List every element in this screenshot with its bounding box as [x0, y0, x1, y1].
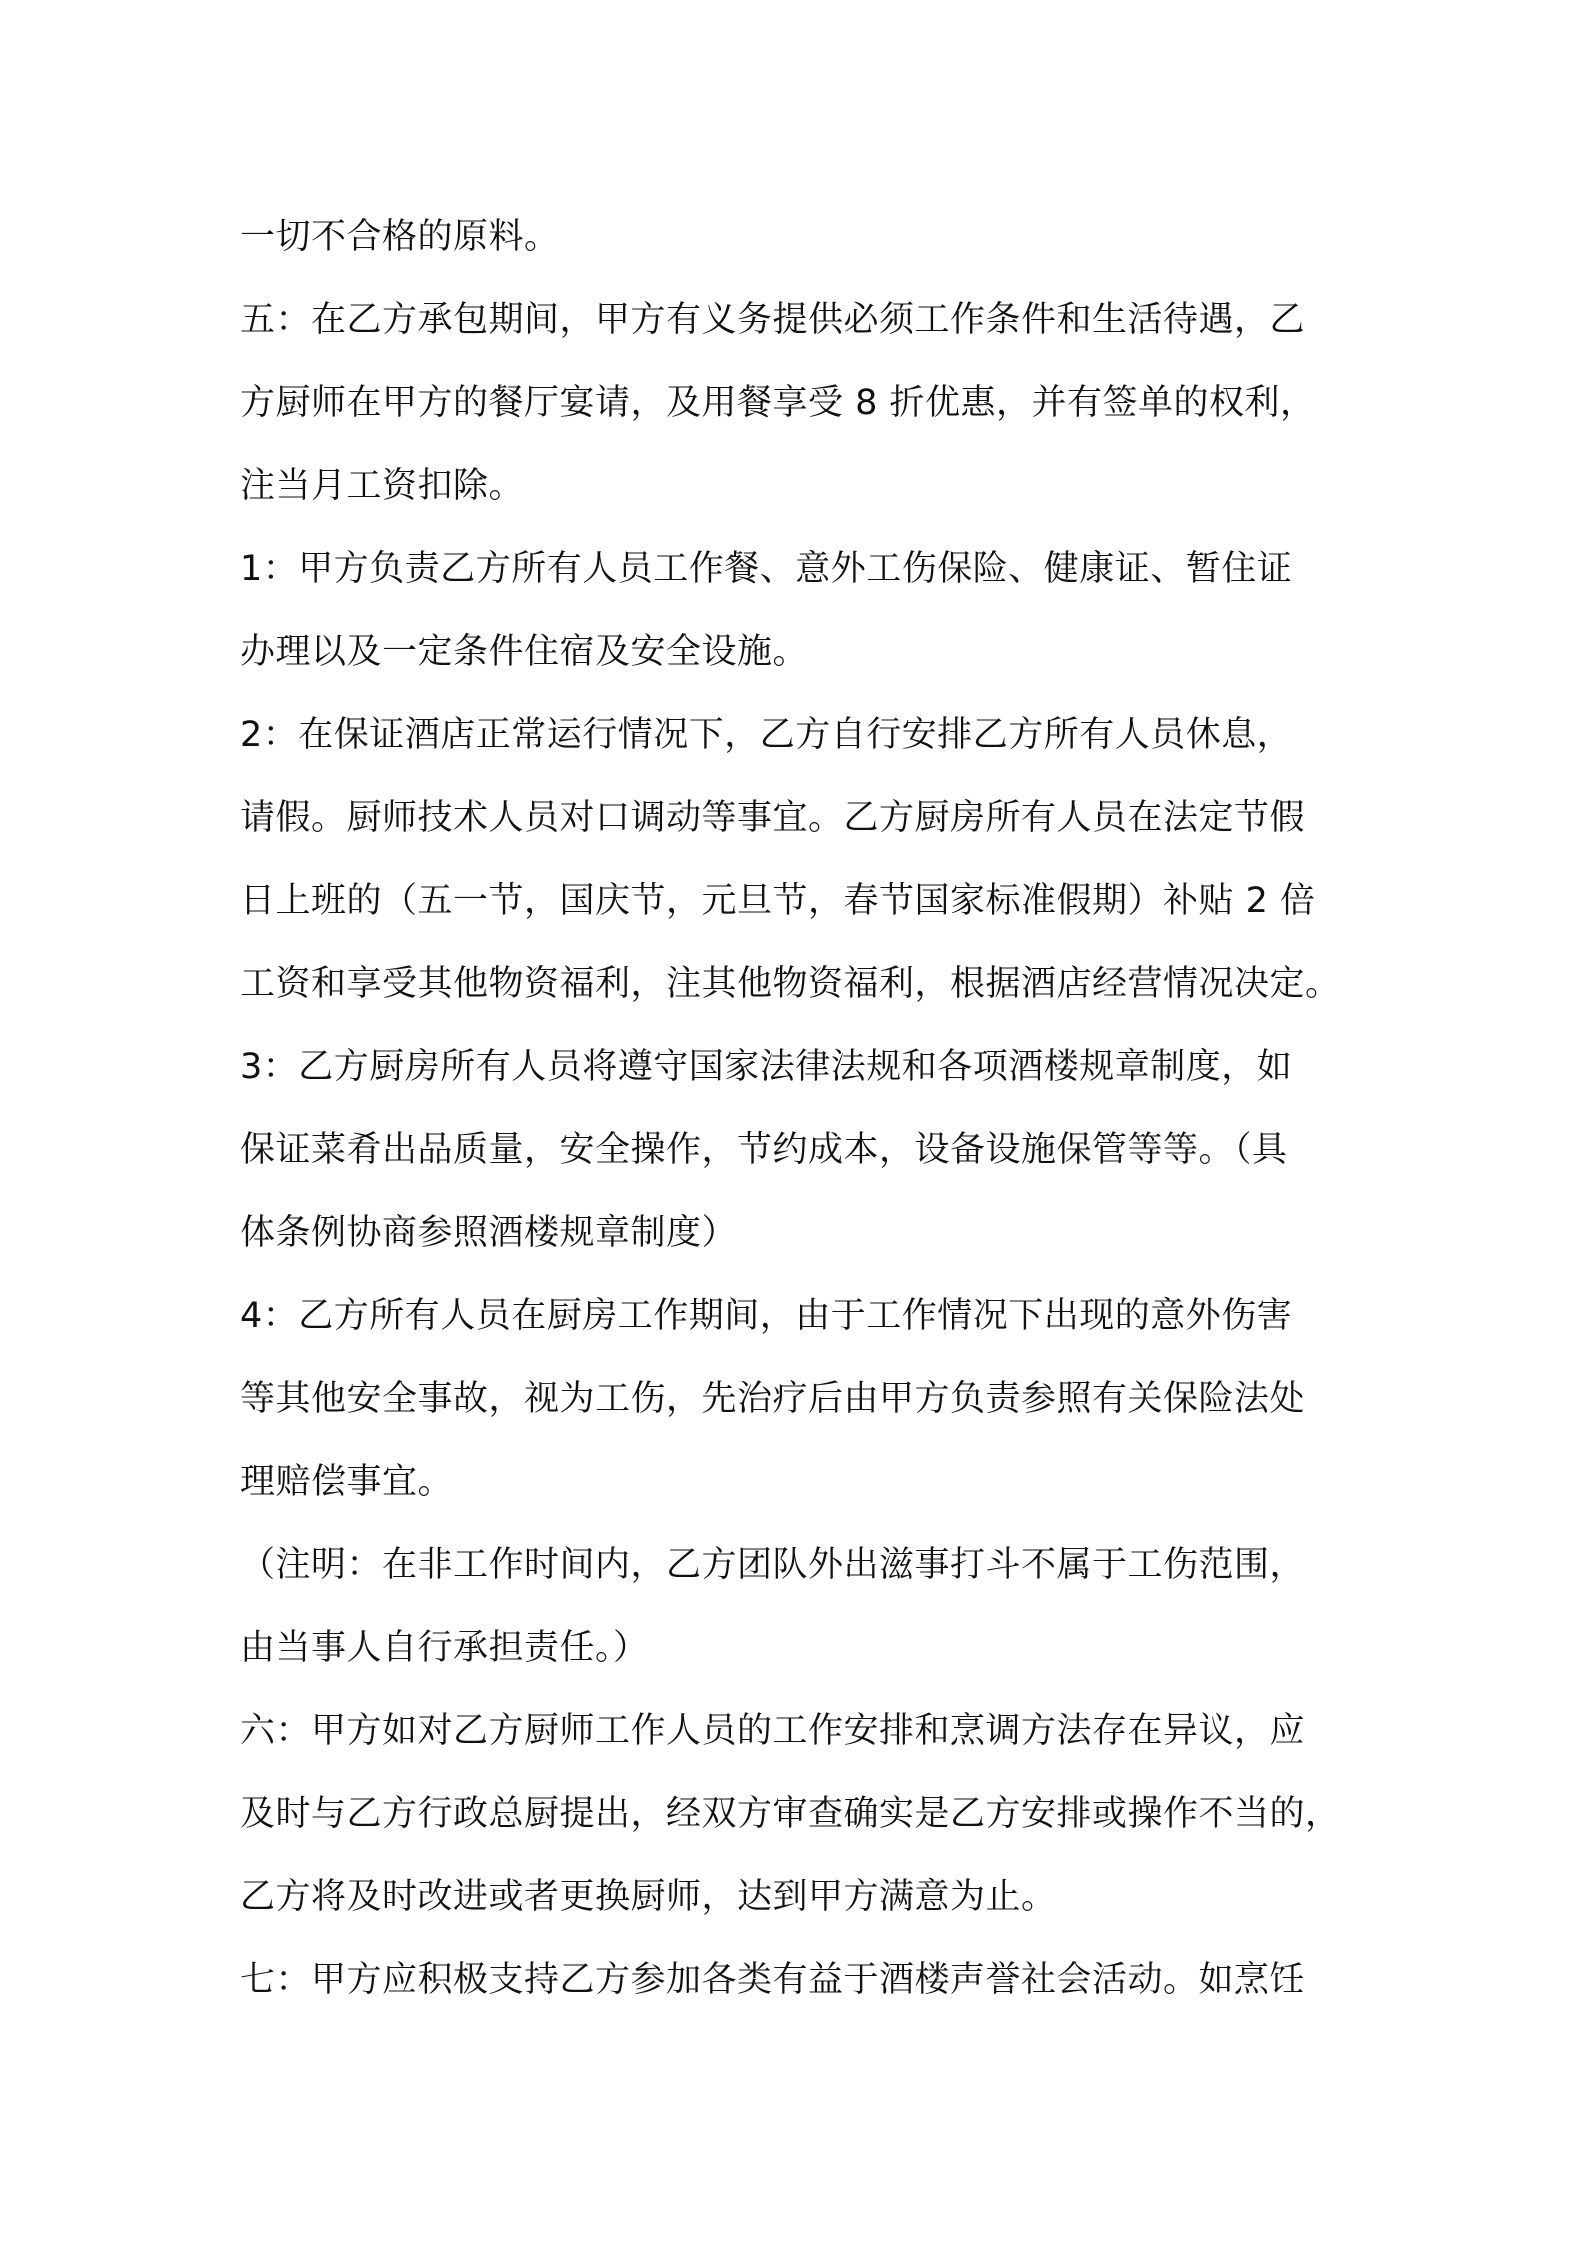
text-line: 等其他安全事故，视为工伤，先治疗后由甲方负责参照有关保险法处: [240, 1379, 1306, 1419]
text-line: 1：甲方负责乙方所有人员工作餐、意外工伤保险、健康证、暂住证: [240, 549, 1293, 589]
text-line: 3：乙方厨房所有人员将遵守国家法律法规和各项酒楼规章制度，如: [240, 1047, 1293, 1087]
text-line: 六：甲方如对乙方厨师工作人员的工作安排和烹调方法存在异议，应: [240, 1711, 1306, 1751]
text-line: 工资和享受其他物资福利，注其他物资福利，根据酒店经营情况决定。: [240, 964, 1341, 1004]
text-line: 乙方将及时改进或者更换厨师，达到甲方满意为止。: [240, 1877, 1057, 1917]
text-line: 一切不合格的原料。: [240, 217, 560, 257]
text-line: 保证菜肴出品质量，安全操作，节约成本，设备设施保管等等。（具: [240, 1130, 1288, 1170]
text-line: 注当月工资扣除。: [240, 466, 525, 506]
text-line: 日上班的（五一节，国庆节，元旦节，春节国家标准假期）补贴 2 倍: [240, 881, 1316, 921]
text-line: 4：乙方所有人员在厨房工作期间，由于工作情况下出现的意外伤害: [240, 1296, 1293, 1336]
document-body: [240, 196, 1360, 2022]
text-line: （注明：在非工作时间内，乙方团队外出滋事打斗不属于工伤范围，: [240, 1545, 1306, 1585]
text-line: 体条例协商参照酒楼规章制度）: [240, 1213, 738, 1253]
text-line: 及时与乙方行政总厨提出，经双方审查确实是乙方安排或操作不当的，: [240, 1794, 1341, 1834]
text-line: 七：甲方应积极支持乙方参加各类有益于酒楼声誉社会活动。如烹饪: [240, 1960, 1306, 2000]
text-line: 方厨师在甲方的餐厅宴请，及用餐享受 8 折优惠，并有签单的权利，: [240, 383, 1316, 423]
text-line: 理赔偿事宜。: [240, 1462, 454, 1502]
text-line: 2：在保证酒店正常运行情况下，乙方自行安排乙方所有人员休息，: [240, 715, 1293, 755]
text-line: 五：在乙方承包期间，甲方有义务提供必须工作条件和生活待遇，乙: [240, 300, 1306, 340]
text-line: 请假。厨师技术人员对口调动等事宜。乙方厨房所有人员在法定节假: [240, 798, 1306, 838]
text-line: 由当事人自行承担责任。）: [240, 1628, 649, 1668]
text-line: 办理以及一定条件住宿及安全设施。: [240, 632, 809, 672]
